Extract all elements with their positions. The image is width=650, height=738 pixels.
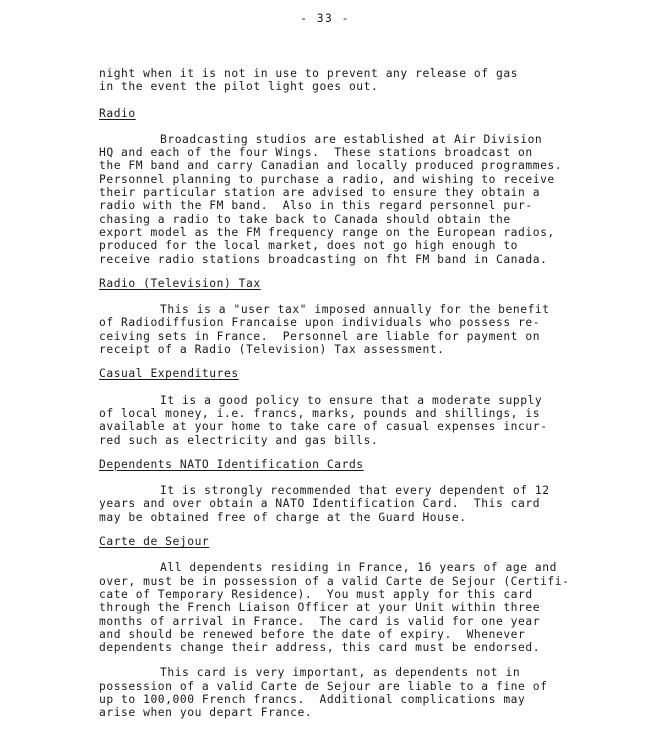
- paragraph: [99, 394, 599, 447]
- text-line: in the event the pilot light goes out.: [99, 80, 379, 94]
- section-heading: Radio (Television) Tax: [99, 276, 261, 290]
- section-radio-television-tax: [99, 277, 599, 356]
- paragraph: [99, 303, 599, 356]
- text-line: chasing a radio to take back to Canada should obtain the: [99, 212, 511, 226]
- text-line: the FM band and carry Canadian and locally produced programmes.: [99, 159, 563, 173]
- text-line: red such as electricity and gas bills.: [99, 433, 379, 447]
- paragraph: [99, 666, 599, 719]
- text-line: radio with the FM band. Also in this regard personnel pur-: [99, 199, 533, 213]
- paragraph: [99, 484, 599, 524]
- text-line: It is a good policy to ensure that a moderate supply: [160, 393, 543, 407]
- section-heading: Carte de Sejour: [99, 535, 210, 549]
- section-heading: Casual Expenditures: [99, 367, 239, 381]
- text-line: their particular station are advised to ensure they obtain a: [99, 186, 541, 200]
- text-line: All dependents residing in France, 16 years of age and: [160, 561, 557, 575]
- text-line: and should be renewed before the date of expiry. Whenever: [99, 627, 526, 641]
- text-line: ceiving sets in France. Personnel are liable for payment on: [99, 329, 541, 343]
- text-line: This is a "user tax" imposed annually for the benefit: [160, 303, 550, 317]
- text-line: of Radiodiffusion Francaise upon individuals who possess re-: [99, 316, 541, 330]
- page-number: - 33 -: [300, 12, 350, 25]
- text-line: up to 100,000 French francs. Additional complications may: [99, 692, 526, 706]
- text-line: receive radio stations broadcasting on fht FM band in Canada.: [99, 252, 548, 266]
- text-line: receipt of a Radio (Television) Tax assessment.: [99, 343, 445, 357]
- section-heading-container: [99, 107, 599, 120]
- text-line: through the French Liaison Officer at your Unit within three: [99, 601, 541, 615]
- text-line: night when it is not in use to prevent any release of gas: [99, 67, 519, 80]
- text-line: This card is very important, as dependents not in: [160, 666, 521, 680]
- text-line: available at your home to take care of casual expenses incur-: [99, 420, 548, 434]
- text-line: of local money, i.e. francs, marks, pounds and shillings, is: [99, 406, 541, 420]
- text-line: It is strongly recommended that every dependent of 12: [160, 484, 550, 498]
- text-line: over, must be in possession of a valid Carte de Sejour (Certifi-: [99, 574, 570, 588]
- text-line: years and over obtain a NATO Identification Card. This card: [99, 497, 541, 511]
- section-carte-de-sejour: [99, 535, 599, 720]
- text-line: HQ and each of the four Wings. These stations broadcast on: [99, 146, 533, 160]
- section-heading-container: [99, 535, 599, 548]
- section-heading-container: [99, 458, 599, 471]
- section-nato-identification-cards: [99, 458, 599, 524]
- section-casual-expenditures: [99, 367, 599, 446]
- text-line: export model as the FM frequency range on the European radios,: [99, 225, 555, 239]
- text-line: cate of Temporary Residence). You must apply for this card: [99, 587, 533, 601]
- document-body: [99, 67, 599, 720]
- section-heading: Dependents NATO Identification Cards: [99, 457, 364, 471]
- text-line: months of arrival in France. The card is valid for one year: [99, 614, 541, 628]
- text-line: dependents change their address, this card must be endorsed.: [99, 641, 541, 655]
- text-line: may be obtained free of charge at the Guard House.: [99, 510, 467, 524]
- text-line: Broadcasting studios are established at Air Division: [160, 132, 543, 146]
- section-heading-container: [99, 277, 599, 290]
- section-heading: Radio: [99, 106, 136, 120]
- text-line: Personnel planning to purchase a radio, and wishing to receive: [99, 172, 555, 186]
- paragraph: [99, 133, 599, 266]
- continued-paragraph: [99, 67, 599, 94]
- text-line: possession of a valid Carte de Sejour are liable to a fine of: [99, 679, 548, 693]
- section-radio: [99, 107, 599, 266]
- text-line: produced for the local market, does not go high enough to: [99, 239, 519, 253]
- text-line: arise when you depart France.: [99, 706, 313, 720]
- section-heading-container: [99, 367, 599, 380]
- paragraph: [99, 561, 599, 654]
